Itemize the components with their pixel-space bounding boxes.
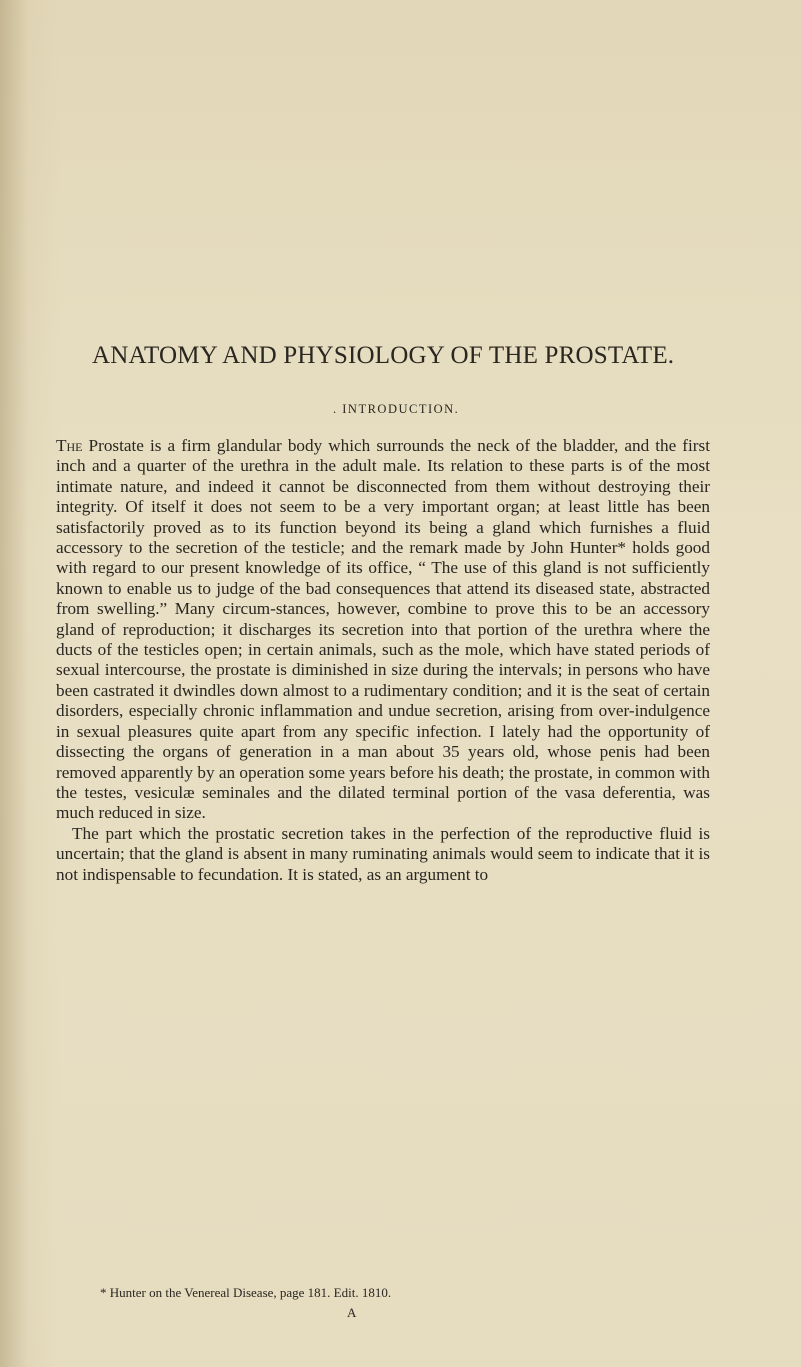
footnote: * Hunter on the Venereal Disease, page 181. Edit. 1810. [100, 1285, 392, 1300]
section-heading: . INTRODUCTION. [333, 402, 460, 416]
body-text [56, 436, 710, 885]
signature-mark: A [347, 1305, 357, 1320]
paragraph-1 [56, 436, 710, 824]
paragraph-2: The part which the prostatic secretion takes in the perfection of the reproductive fluid is uncertain; that the gland is absent in many ruminating animals would seem to indicate that it is not indispensable to fecundation. It is stated, as an argument to [56, 823, 710, 884]
chapter-title: ANATOMY AND PHYSIOLOGY OF THE PROSTATE. [92, 342, 675, 369]
paragraph-lead-word: The [56, 436, 83, 455]
paragraph-1-text: Prostate is a firm glandular body which surrounds the neck of the bladder, and the first inch and a quarter of the urethra in the adult male. Its relation to these parts is of the most intimate nature, and indeed it cannot be disconnected from them without destroying their integrity. Of itself it does not seem to be a very important organ; at least little has been satisfactorily proved as to its function beyond its being a gland which furnishes a fluid accessory to the secretion of the testicle; and the remark made by John Hunter* holds good with regard to our present knowledge of its office, “ The use of this gland is not sufficiently known to enable us to judge of the bad consequences that attend its diseased state, abstracted from swelling.” Many circum-stances, however, combine to prove this to be an accessory gland of reproduction; it discharges its secretion into that portion of the urethra where the ducts of the testicles open; in certain animals, such as the mole, which have stated periods of sexual intercourse, the prostate is diminished in size during the intervals; in persons who have been castrated it dwindles down almost to a rudimentary condition; and it is the seat of certain disorders, especially chronic inflammation and undue secretion, arising from over-indulgence in sexual pleasures quite apart from any specific infection. I lately had the opportunity of dissecting the organs of generation in a man about 35 years old, whose penis had been removed apparently by an operation some years before his death; the prostate, in common with the testes, vesiculæ seminales and the dilated terminal portion of the vasa deferentia, was much reduced in size. [56, 436, 710, 823]
